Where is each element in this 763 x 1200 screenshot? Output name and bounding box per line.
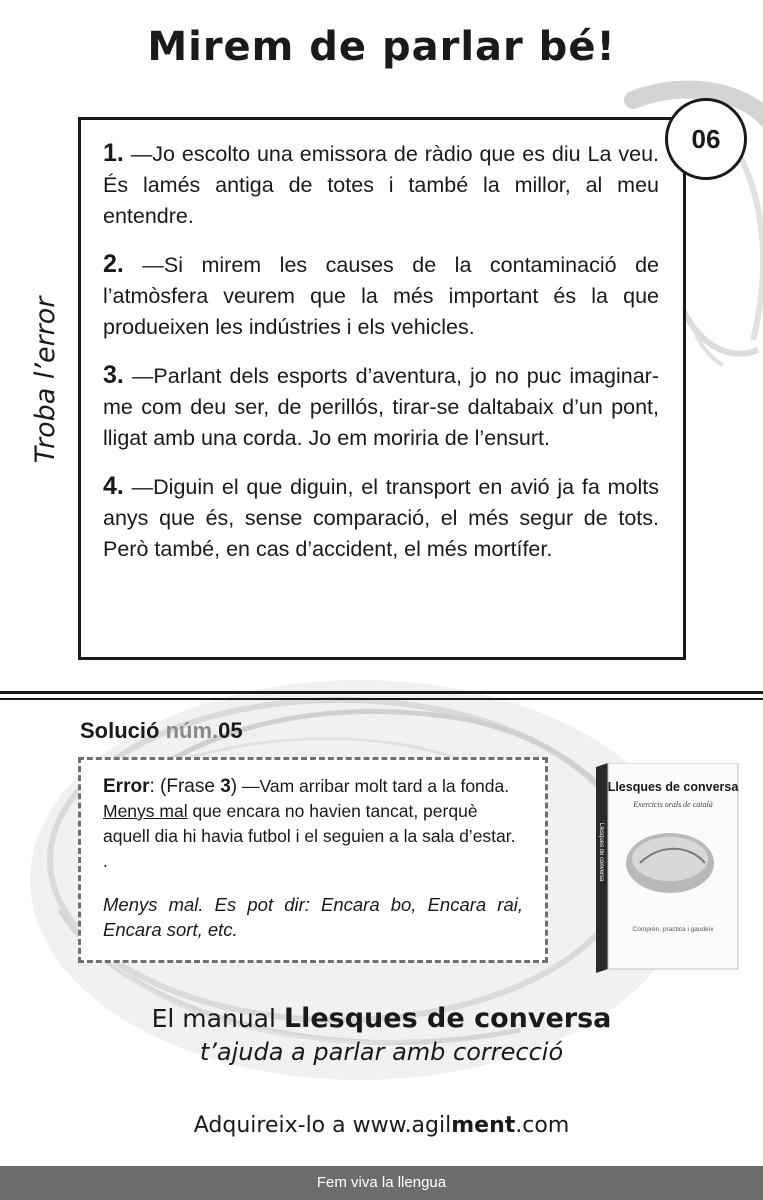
frase-number: 3 [220, 776, 231, 797]
purchase-link-a: Adquireix-lo a www.agil [193, 1113, 452, 1138]
footer-bar: Fem viva la llengua [0, 1166, 763, 1200]
solution-text-a: —Vam arribar molt tard a la fonda. [237, 776, 510, 796]
solution-text [103, 774, 523, 874]
item-text: —Parlant dels esports d’aventura, jo no puc imaginar-me com deu ser, de perillós, tirar-se daltabaix d’un pont, lligat amb una corda. Jo em moriria de l’ensurt. [103, 364, 659, 450]
book-spine-text: Llesques de conversa [598, 823, 604, 882]
book-title: Llesques de conversa [607, 780, 739, 794]
exercise-item-1 [103, 138, 659, 232]
item-text: —Si mirem les causes de la contaminació de l’atmòsfera veurem que la més important és la que produeixen les indústries i els vehicles. [103, 253, 659, 339]
book-tagline: Comprèn, practica i gaudeix [632, 926, 714, 933]
exercise-box [78, 117, 686, 660]
promo-line-1 [0, 1003, 763, 1034]
error-label: Error [103, 776, 150, 797]
purchase-link-b: ment [451, 1113, 516, 1138]
purchase-link[interactable] [0, 1113, 763, 1138]
solution-heading [80, 718, 243, 744]
promo-line-1-prefix: El manual [151, 1004, 284, 1033]
item-text: —Diguin el que diguin, el transport en avió ja fa molts anys que és, sense comparació, el més segur de tots. Però també, en cas d’accident, el més mortífer. [103, 475, 659, 561]
promo-book-title: Llesques de conversa [283, 1003, 612, 1034]
exercise-item-4 [103, 471, 659, 565]
solution-heading-num-label: núm. [165, 718, 219, 743]
exercise-number-badge: 06 [665, 98, 747, 180]
frase-open: : (Frase [149, 776, 221, 797]
item-number: 2. [103, 250, 124, 278]
divider [0, 691, 763, 694]
book-cover-image [590, 763, 740, 973]
item-number: 4. [103, 472, 124, 500]
divider [0, 698, 763, 700]
book-subtitle: Exercicis orals de català [633, 800, 713, 809]
promo-line-2: t’ajuda a parlar amb correcció [199, 1038, 564, 1066]
exercise-item-3 [103, 360, 659, 454]
purchase-link-c: .com [515, 1113, 570, 1138]
item-text: —Jo escolto una emissora de ràdio que es diu La veu. És lamés antiga de totes i també la millor, al meu entendre. [103, 142, 659, 228]
solution-heading-label: Solució [80, 718, 160, 743]
side-label: Troba l’error [30, 296, 61, 464]
solution-heading-number: 05 [218, 718, 243, 743]
frase-close: ) [230, 776, 238, 797]
solution-text-b: que encara no havien tancat, perquè aquell dia hi havia futbol i el seguien a la sala d’estar. . [103, 801, 516, 871]
solution-explanation: Menys mal. Es pot dir: Encara bo, Encara rai, Encara sort, etc. [103, 894, 523, 940]
item-number: 1. [103, 139, 124, 167]
item-number: 3. [103, 361, 124, 389]
solution-box [78, 757, 548, 963]
exercise-item-2 [103, 249, 659, 343]
page-title: Mirem de parlar bé! [147, 24, 616, 70]
solution-error-phrase: Menys mal [103, 801, 188, 821]
